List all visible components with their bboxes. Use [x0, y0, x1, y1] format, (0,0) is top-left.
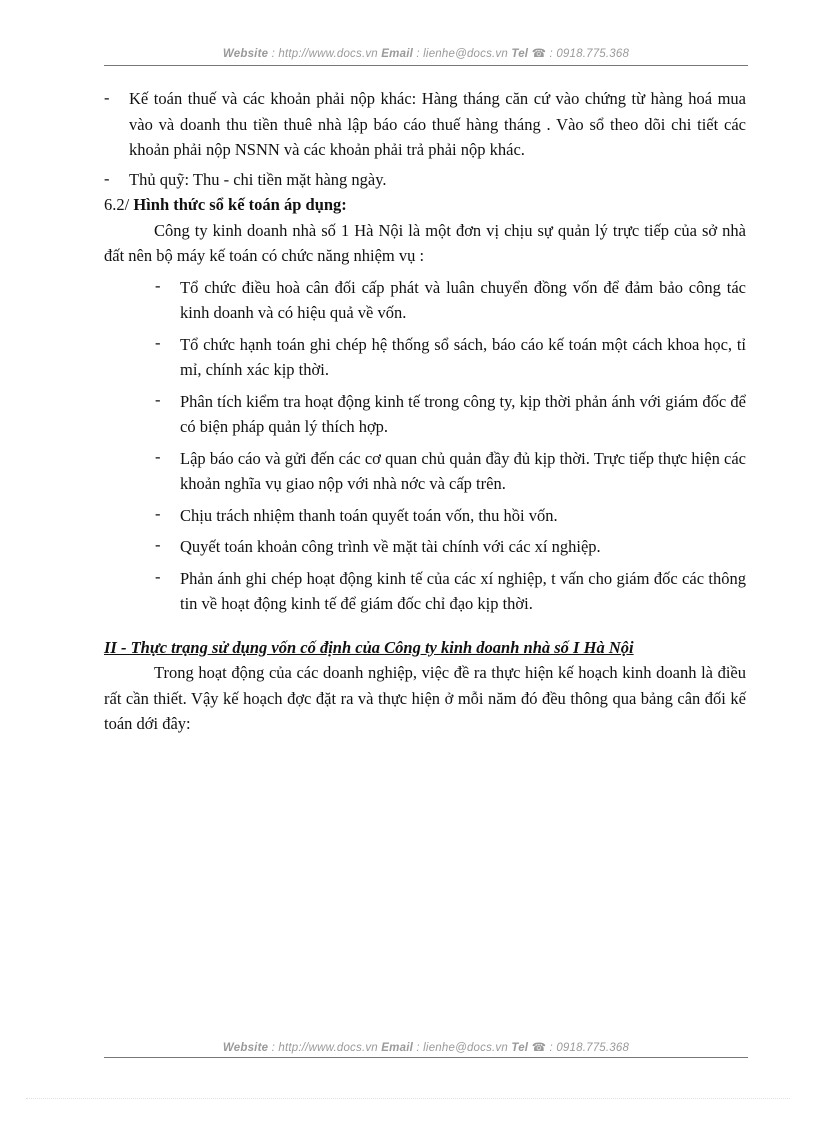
- duty-item: [104, 332, 746, 383]
- bullet-tax-text: Kế toán thuế và các khoản phải nộp khác: Hàng tháng căn cứ vào chứng từ hàng hoá mua vào và doanh thu tiền thuê nhà lập báo cáo thuế hàng tháng . Vào sổ theo dõi chi tiết các khoản phải nộp NSNN và các khoản phải trả phải nộp khác.: [129, 89, 746, 159]
- duty-text: Phân tích kiểm tra hoạt động kinh tế trong công ty, kịp thời phản ánh với giám đốc để có biện pháp quản lý thích hợp.: [180, 391, 746, 436]
- duty-text: Tổ chức hạnh toán ghi chép hệ thống sổ sách, báo cáo kế toán một cách khoa học, tỉ mỉ, chính xác kịp thời.: [180, 334, 746, 379]
- duty-text: Tổ chức điều hoà cân đối cấp phát và luân chuyển đồng vốn để đảm bảo công tác kinh doanh và có hiệu quả về vốn.: [180, 277, 746, 322]
- footer-rule: [104, 1057, 748, 1058]
- duty-item: [104, 503, 746, 529]
- tel-value: : 0918.775.368: [549, 1042, 630, 1054]
- tel-label: Tel: [511, 48, 529, 60]
- bullet-dash: -: [155, 446, 161, 466]
- bullet-dash: -: [155, 503, 161, 523]
- intro-paragraph: Công ty kinh doanh nhà số 1 Hà Nội là một đơn vị chịu sự quản lý trực tiếp của sở nhà đất nên bộ máy kế toán có chức năng nhiệm vụ :: [104, 220, 746, 265]
- section-title: Hình thức sổ kế toán áp dụng:: [133, 195, 347, 214]
- duty-item: [104, 446, 746, 497]
- bullet-dash: -: [155, 389, 161, 409]
- website-value: : http://www.docs.vn: [271, 1042, 378, 1054]
- website-label: Website: [222, 48, 269, 60]
- bullet-dash: -: [155, 332, 161, 352]
- duty-item: [104, 389, 746, 440]
- part-heading: II - Thực trạng sử dụng vốn cố định của Công ty kinh doanh nhà số I Hà Nội: [104, 637, 634, 657]
- bullet-dash: -: [104, 88, 110, 107]
- closing-paragraph: Trong hoạt động của các doanh nghiệp, việc đề ra thực hiện kế hoạch kinh doanh là điều rất cần thiết. Vậy kế hoạch đợc đặt ra và thực hiện ở mỗi năm đó đều thông qua bảng cân đối kế toán dới đây:: [104, 663, 746, 733]
- bullet-dash: -: [104, 168, 110, 188]
- document-body: [104, 86, 746, 737]
- phone-icon: ☎: [531, 48, 547, 60]
- page-header: [104, 46, 748, 60]
- email-label: Email: [381, 1042, 413, 1054]
- bullet-cashier-text: Thủ quỹ: Thu - chi tiền mặt hàng ngày.: [129, 169, 387, 189]
- bullet-dash: -: [155, 275, 161, 295]
- duty-text: Chịu trách nhiệm thanh toán quyết toán vốn, thu hồi vốn.: [180, 505, 558, 525]
- tel-label: Tel: [511, 1042, 529, 1054]
- bullet-cashier: [104, 167, 746, 193]
- email-value: : lienhe@docs.vn: [416, 48, 508, 60]
- website-label: Website: [222, 1042, 269, 1054]
- bullet-dash: -: [155, 535, 161, 554]
- phone-icon: ☎: [531, 1042, 547, 1054]
- page-edge-dots: [26, 1098, 790, 1099]
- duty-text: Phản ánh ghi chép hoạt động kinh tế của các xí nghiệp, t vấn cho giám đốc các thông tin về hoạt động kinh tế để giám đốc chỉ đạo kịp thời.: [180, 568, 746, 613]
- email-value: : lienhe@docs.vn: [416, 1042, 508, 1054]
- header-rule: [104, 65, 748, 66]
- section-heading: [104, 192, 746, 218]
- tel-value: : 0918.775.368: [549, 48, 630, 60]
- section-number: 6.2/: [104, 195, 130, 214]
- website-value: : http://www.docs.vn: [271, 48, 378, 60]
- duty-item: [104, 566, 746, 617]
- bullet-dash: -: [155, 566, 161, 586]
- page-footer: [104, 1040, 748, 1054]
- duty-text: Lập báo cáo và gửi đến các cơ quan chủ quản đầy đủ kịp thời. Trực tiếp thực hiện các khoản nghĩa vụ giao nộp với nhà nớc và cấp trên.: [180, 448, 746, 493]
- duty-item: [104, 534, 746, 560]
- duty-item: [104, 275, 746, 326]
- bullet-tax: [104, 86, 746, 163]
- duty-text: Quyết toán khoản công trình về mặt tài chính với các xí nghiệp.: [180, 537, 601, 556]
- email-label: Email: [381, 48, 413, 60]
